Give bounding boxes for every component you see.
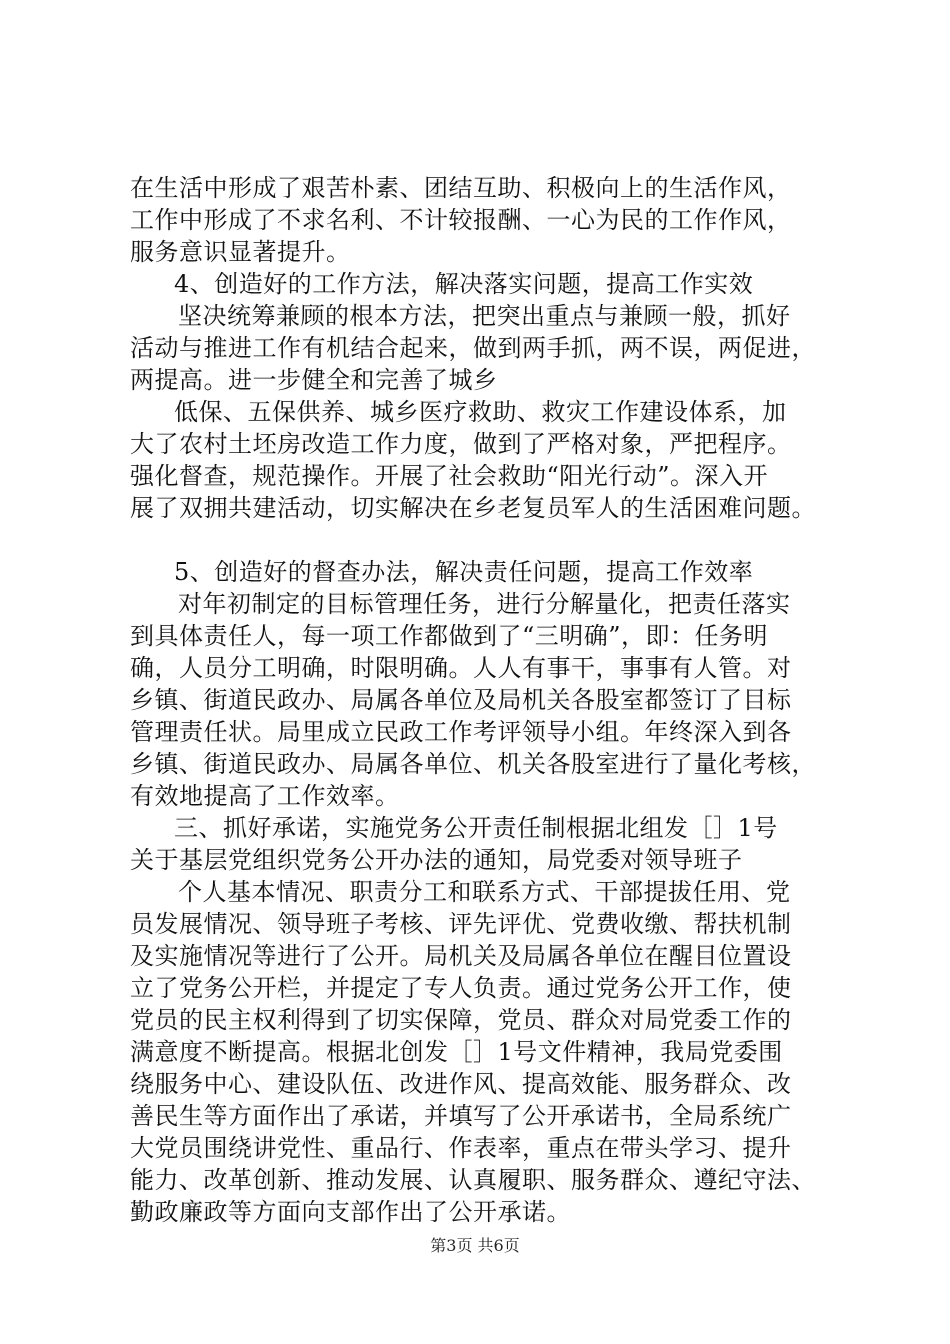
text-line: 党员的民主权利得到了切实保障，党员、群众对局党委工作的 xyxy=(130,1006,792,1034)
text-line: 展了双拥共建活动，切实解决在乡老复员军人的生活困难问题。 xyxy=(130,494,816,522)
text-line: 大党员围绕讲党性、重品行、作表率，重点在带头学习、提升 xyxy=(130,1134,792,1162)
text-line: 在生活中形成了艰苦朴素、团结互助、积极向上的生活作风， xyxy=(130,174,792,202)
section-heading-3: 三、抓好承诺，实施党务公开责任制根据北组发［］1号 xyxy=(174,814,778,842)
text-line: 能力、改革创新、推动发展、认真履职、服务群众、遵纪守法、 xyxy=(130,1166,816,1194)
text-line: 工作中形成了不求名利、不计较报酬、一心为民的工作作风， xyxy=(130,206,792,234)
text-line: 员发展情况、领导班子考核、评先评优、党费收缴、帮扶机制 xyxy=(130,910,792,938)
text-line: 低保、五保供养、城乡医疗救助、救灾工作建设体系，加 xyxy=(174,398,787,426)
text-line: 勤政廉政等方面向支部作出了公开承诺。 xyxy=(130,1198,571,1226)
text-line: 两提高。进一步健全和完善了城乡 xyxy=(130,366,498,394)
page-number-footer: 第3页 共6页 xyxy=(430,1236,520,1255)
text-line: 活动与推进工作有机结合起来，做到两手抓，两不误，两促进， xyxy=(130,334,816,362)
text-line: 绕服务中心、建设队伍、改进作风、提高效能、服务群众、改 xyxy=(130,1070,792,1098)
text-line: 立了党务公开栏，并提定了专人负责。通过党务公开工作，使 xyxy=(130,974,792,1002)
text-line: 乡镇、街道民政办、局属各单位及局机关各股室都签订了目标 xyxy=(130,686,792,714)
section-heading-4: 4、创造好的工作方法，解决落实问题，提高工作实效 xyxy=(174,270,754,298)
text-line: 乡镇、街道民政办、局属各单位、机关各股室进行了量化考核， xyxy=(130,750,816,778)
text-line: 有效地提高了工作效率。 xyxy=(130,782,400,810)
document-body xyxy=(130,172,850,1228)
text-line: 个人基本情况、职责分工和联系方式、干部提拔任用、党 xyxy=(178,878,791,906)
text-line: 满意度不断提高。根据北创发［］1号文件精神，我局党委围 xyxy=(130,1038,783,1066)
text-line: 管理责任状。局里成立民政工作考评领导小组。年终深入到各 xyxy=(130,718,792,746)
text-line: 对年初制定的目标管理任务，进行分解量化，把责任落实 xyxy=(178,590,791,618)
text-line: 确，人员分工明确，时限明确。人人有事干，事事有人管。对 xyxy=(130,654,792,682)
text-line: 坚决统筹兼顾的根本方法，把突出重点与兼顾一般，抓好 xyxy=(178,302,791,330)
text-line: 善民生等方面作出了承诺，并填写了公开承诺书，全局系统广 xyxy=(130,1102,792,1130)
paragraph-gap xyxy=(130,524,850,556)
text-line: 及实施情况等进行了公开。局机关及局属各单位在醒目位置设 xyxy=(130,942,792,970)
section-heading-5: 5、创造好的督查办法，解决责任问题，提高工作效率 xyxy=(174,558,754,586)
text-line: 服务意识显著提升。 xyxy=(130,238,351,266)
text-line: 到具体责任人，每一项工作都做到了“三明确”，即：任务明 xyxy=(130,622,769,650)
text-line: 大了农村土坯房改造工作力度，做到了严格对象，严把程序。 xyxy=(130,430,792,458)
text-line: 强化督查，规范操作。开展了社会救助“阳光行动”。深入开 xyxy=(130,462,769,490)
text-line: 关于基层党组织党务公开办法的通知，局党委对领导班子 xyxy=(130,846,743,874)
